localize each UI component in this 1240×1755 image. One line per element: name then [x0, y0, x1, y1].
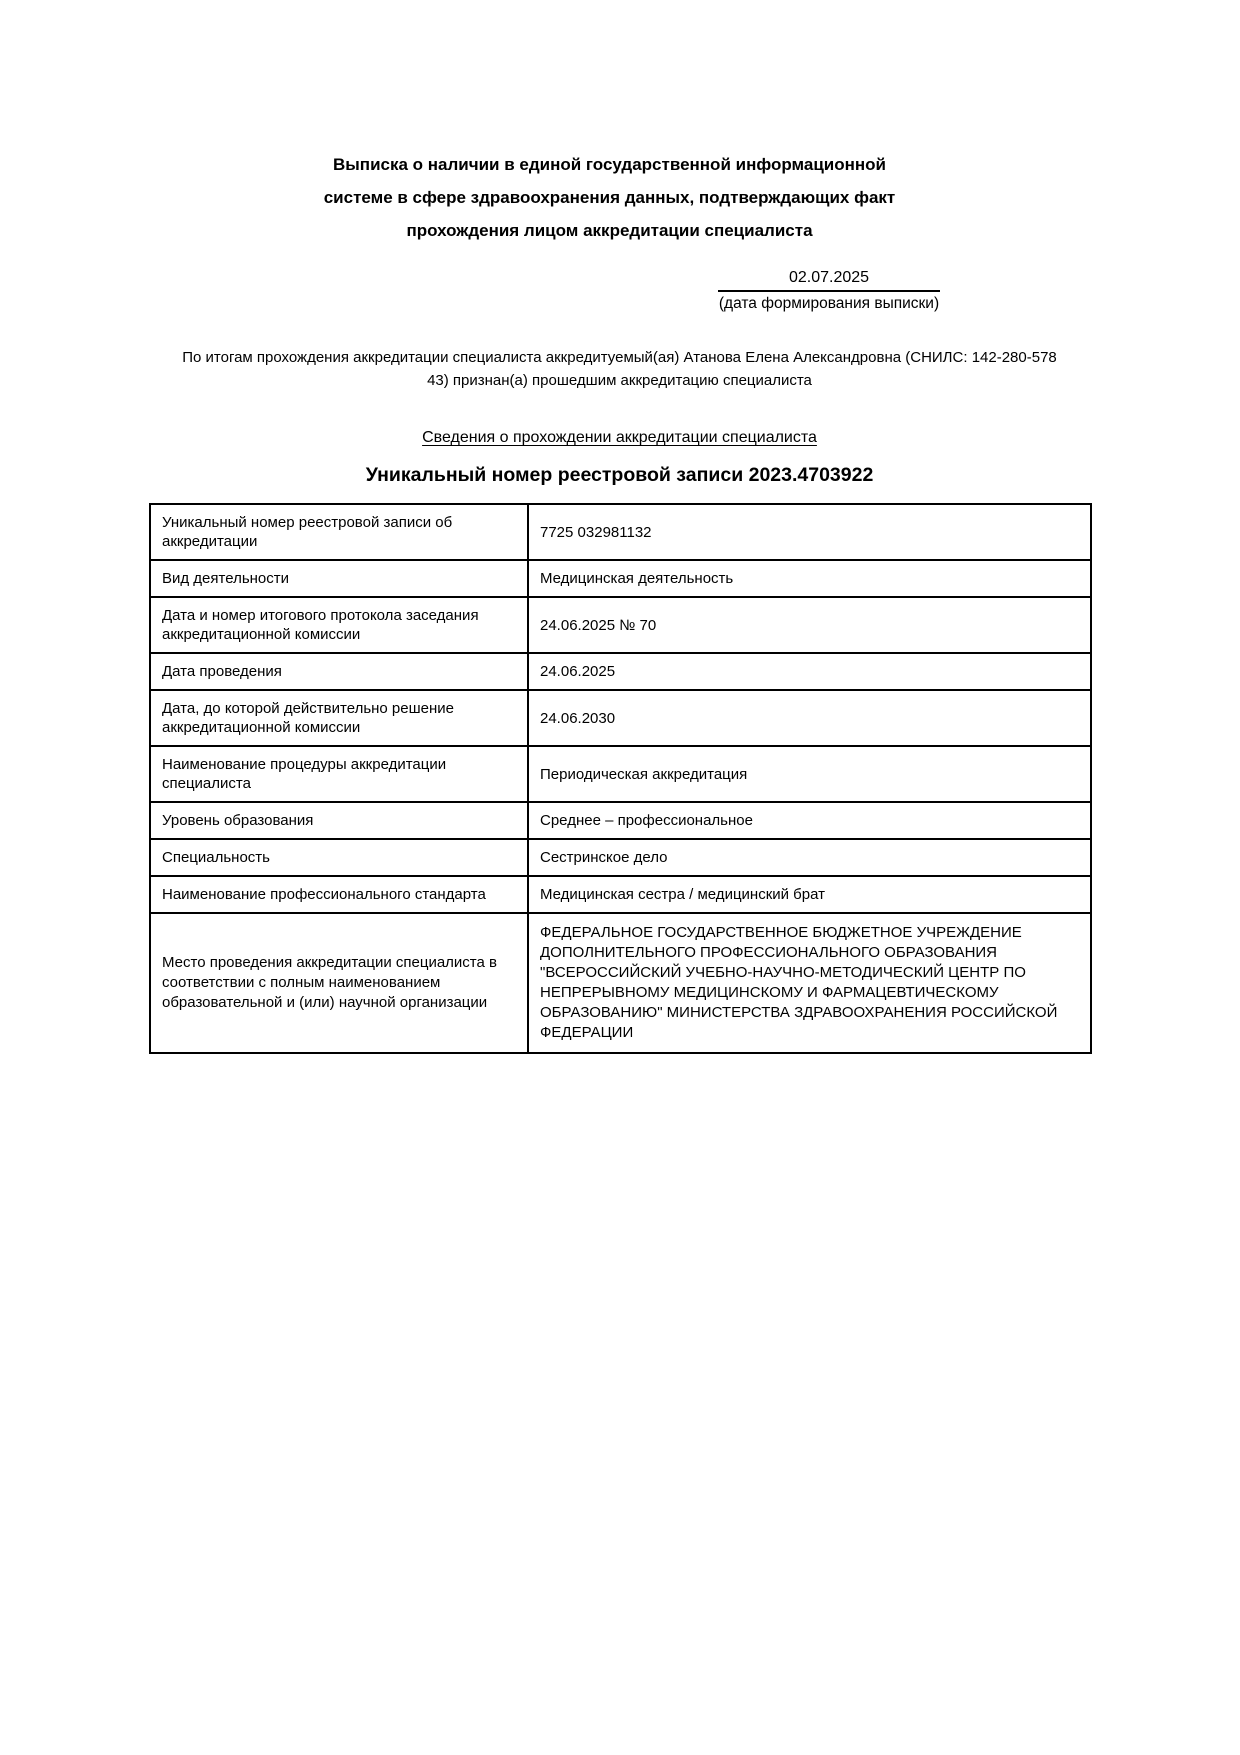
table-row — [150, 876, 1091, 913]
row-value: 24.06.2030 — [528, 690, 1091, 746]
table-row — [150, 504, 1091, 560]
accreditation-summary-line: 43) признан(а) прошедшим аккредитацию специалиста — [427, 372, 812, 389]
table-row — [150, 560, 1091, 597]
row-value: Сестринское дело — [528, 839, 1091, 876]
row-value: 24.06.2025 — [528, 653, 1091, 690]
extract-date-block — [694, 269, 964, 313]
row-value: ФЕДЕРАЛЬНОЕ ГОСУДАРСТВЕННОЕ БЮДЖЕТНОЕ УЧРЕЖДЕНИЕ ДОПОЛНИТЕЛЬНОГО ПРОФЕССИОНАЛЬНОГО ОБРАЗОВАНИЯ "ВСЕРОССИЙСКИЙ УЧЕБНО-НАУЧНО-МЕТОДИЧЕСКИЙ ЦЕНТР ПО НЕПРЕРЫВНОМУ МЕДИЦИНСКОМУ И ФАРМАЦЕВТИЧЕСКОМУ ОБРАЗОВАНИЮ" МИНИСТЕРСТВА ЗДРАВООХРАНЕНИЯ РОССИЙСКОЙ ФЕДЕРАЦИИ — [528, 913, 1091, 1053]
row-label: Дата, до которой действительно решение аккредитационной комиссии — [150, 690, 528, 746]
row-label: Уровень образования — [150, 802, 528, 839]
row-value: 7725 032981132 — [528, 504, 1091, 560]
extract-date: 02.07.2025 — [718, 269, 940, 292]
section-heading: Сведения о прохождении аккредитации специалиста — [422, 429, 817, 446]
row-value: Медицинская сестра / медицинский брат — [528, 876, 1091, 913]
row-label: Уникальный номер реестровой записи об аккредитации — [150, 504, 528, 560]
table-row — [150, 690, 1091, 746]
row-value: Медицинская деятельность — [528, 560, 1091, 597]
row-label: Дата проведения — [150, 653, 528, 690]
accreditation-summary-line: По итогам прохождения аккредитации специалиста аккредитуемый(ая) Атанова Елена Александровна (СНИЛС: 142-280-578 — [182, 349, 1057, 366]
registry-number-heading: Уникальный номер реестровой записи 2023.4703922 — [365, 464, 874, 486]
document-title-line: системе в сфере здравоохранения данных, подтверждающих факт — [323, 188, 896, 207]
row-label: Место проведения аккредитации специалиста в соответствии с полным наименованием образовательной и (или) научной организации — [150, 913, 528, 1053]
table-row — [150, 653, 1091, 690]
row-label: Наименование процедуры аккредитации специалиста — [150, 746, 528, 802]
document-title — [149, 148, 1070, 247]
row-label: Вид деятельности — [150, 560, 528, 597]
accreditation-table — [149, 503, 1092, 1054]
row-value: 24.06.2025 № 70 — [528, 597, 1091, 653]
table-row — [150, 597, 1091, 653]
extract-date-caption: (дата формирования выписки) — [718, 295, 940, 312]
row-value: Периодическая аккредитация — [528, 746, 1091, 802]
accreditation-summary — [149, 346, 1090, 392]
table-row — [150, 913, 1091, 1053]
document-title-line: прохождения лицом аккредитации специалиста — [406, 221, 813, 240]
document-title-line: Выписка о наличии в единой государственной информационной — [333, 155, 886, 174]
row-value: Среднее – профессиональное — [528, 802, 1091, 839]
table-row — [150, 802, 1091, 839]
table-row — [150, 839, 1091, 876]
row-label: Специальность — [150, 839, 528, 876]
row-label: Дата и номер итогового протокола заседания аккредитационной комиссии — [150, 597, 528, 653]
table-row — [150, 746, 1091, 802]
row-label: Наименование профессионального стандарта — [150, 876, 528, 913]
